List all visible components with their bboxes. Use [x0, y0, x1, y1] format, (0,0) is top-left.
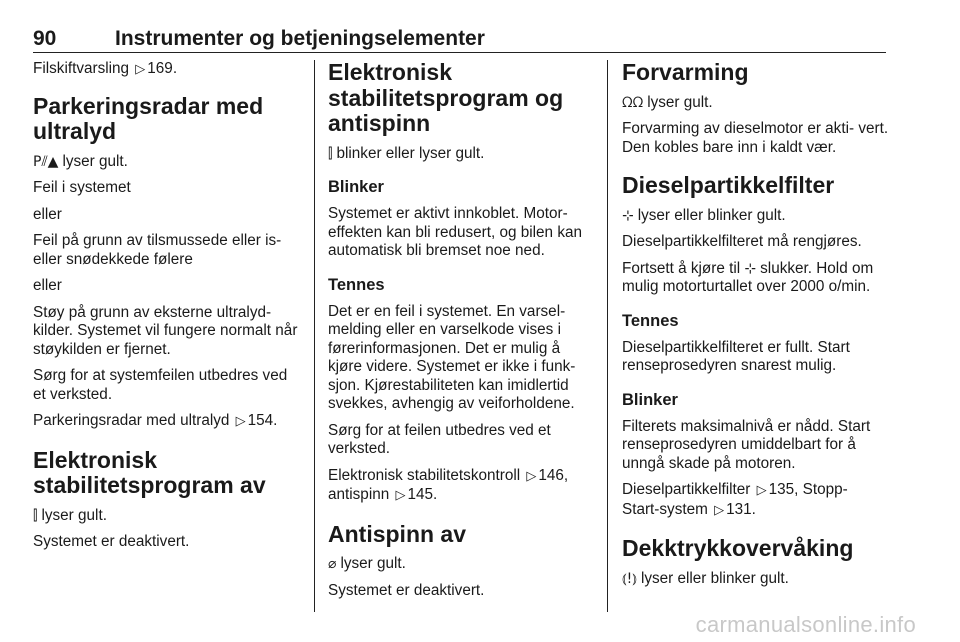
page-reference[interactable]: 146, — [538, 466, 569, 484]
body-text: eller — [33, 205, 62, 223]
body-text: Filterets maksimalnivå er nådd. Start renseprosedyren umiddelbart for å unngå skade på motoren. — [622, 417, 871, 472]
page-number: 90 — [33, 27, 57, 50]
indicator-line: ⌀ lyser gult. — [328, 555, 406, 572]
column-3 — [622, 60, 890, 596]
cross-reference: Dieselpartikkelfilter ▷ 135, Stopp- Start-system ▷ 131. — [622, 481, 848, 518]
section-heading: Parkeringsradar med ultralyd — [33, 92, 264, 144]
traction-control-off-icon: ⌀ — [328, 556, 337, 572]
triangle-ref-icon: ▷ — [235, 414, 246, 429]
body-text: Systemet er deaktivert. — [328, 581, 485, 599]
triangle-ref-icon: ▷ — [135, 62, 146, 77]
body-text: Dieselpartikkelfilteret er fullt. Start renseprosedyren snarest mulig. — [622, 338, 850, 374]
body-text: Dieselpartikkelfilteret må rengjøres. — [622, 233, 862, 250]
indicator-line: P⫽▲ lyser gult. — [33, 152, 128, 170]
body-text: Fortsett å kjøre til ⊹ slukker. Hold om mulig motorturtallet over 2000 o/min. — [622, 259, 874, 295]
esp-icon: ⫿ — [328, 145, 333, 162]
body-text: Systemet er aktivt innkoblet. Motor- effekten kan bli redusert, og bilen kan automatisk bli bremset noe ned. — [328, 205, 582, 259]
subheading: Tennes — [622, 311, 679, 330]
triangle-ref-icon: ▷ — [395, 488, 406, 503]
body-text: Sørg for at feilen utbedres ved et verksted. — [328, 421, 551, 457]
page-reference[interactable]: 135, Stopp- — [768, 481, 848, 498]
body-text: eller — [33, 277, 62, 294]
triangle-ref-icon: ▷ — [756, 483, 767, 498]
body-text: Sørg for at systemfeilen utbedres ved et verksted. — [33, 367, 288, 403]
indicator-line: ⫿ lyser gult. — [33, 506, 107, 524]
section-heading: Elektronisk stabilitetsprogram av — [33, 446, 266, 498]
triangle-ref-icon: ▷ — [526, 468, 537, 484]
subheading: Tennes — [328, 275, 385, 294]
column-1 — [33, 60, 301, 560]
cross-reference: Parkeringsradar med ultralyd ▷ 154. — [33, 412, 278, 429]
section-heading: Elektronisk stabilitetsprogram og antispinn — [328, 59, 564, 136]
body-text: Feil på grunn av tilsmussede eller is- eller snødekkede følere — [33, 232, 282, 268]
page-reference[interactable]: 169. — [147, 60, 178, 77]
glow-plug-icon: ᘯᘯ — [622, 94, 644, 111]
indicator-line: ᘯᘯ lyser gult. — [622, 93, 713, 111]
indicator-line: ⦅!⦆ lyser eller blinker gult. — [622, 569, 789, 587]
page-title: Instrumenter og betjeningselementer — [115, 27, 485, 50]
body-text: Feil i systemet — [33, 179, 131, 196]
triangle-ref-icon: ▷ — [714, 502, 725, 518]
page-header — [33, 26, 886, 53]
body-text: Det er en feil i systemet. En varsel- melding eller en varselkode vises i førerinformasjonen. Det er mulig å kjøre videre. Systemet er ikke i funk- sjon. Kjørestabiliteten kan imidlertid svekkes, avhengig av veiforholdene. — [328, 302, 576, 412]
page-reference[interactable]: 145. — [407, 486, 438, 503]
indicator-line: ⊹ lyser eller blinker gult. — [622, 206, 786, 224]
page-reference[interactable]: 154. — [247, 412, 278, 429]
diesel-particulate-filter-icon: ⊹ — [622, 207, 634, 224]
section-heading: Dekktrykkovervåking — [622, 535, 854, 561]
column-divider — [607, 60, 608, 612]
section-heading: Antispinn av — [328, 520, 467, 547]
esp-off-icon: ⫿ — [33, 507, 38, 524]
body-text: Støy på grunn av eksterne ultralyd- kilder. Systemet vil fungere normalt når støykilden er fjernet. — [33, 303, 298, 358]
cross-reference: Elektronisk stabilitetskontroll ▷ 146, antispinn ▷ 145. — [328, 466, 569, 503]
diesel-particulate-filter-icon: ⊹ — [744, 260, 757, 277]
subheading: Blinker — [328, 178, 384, 196]
indicator-line: ⫿ blinker eller lyser gult. — [328, 144, 485, 162]
parking-assist-icon: P⫽▲ — [33, 153, 59, 170]
tire-pressure-icon: ⦅!⦆ — [622, 570, 637, 587]
page-reference[interactable]: 131. — [726, 500, 756, 518]
column-2 — [328, 60, 590, 608]
body-text: Systemet er deaktivert. — [33, 533, 190, 550]
section-heading: Dieselpartikkelfilter — [622, 172, 835, 198]
watermark: carmanualsonline.info — [695, 612, 916, 637]
subheading: Blinker — [622, 390, 678, 409]
body-text: Forvarming av dieselmotor er akti- vert. Den kobles bare inn i kaldt vær. — [622, 120, 889, 156]
cross-reference: Filskiftvarsling ▷ 169. — [33, 60, 178, 77]
column-divider — [314, 60, 315, 612]
section-heading: Forvarming — [622, 59, 749, 85]
